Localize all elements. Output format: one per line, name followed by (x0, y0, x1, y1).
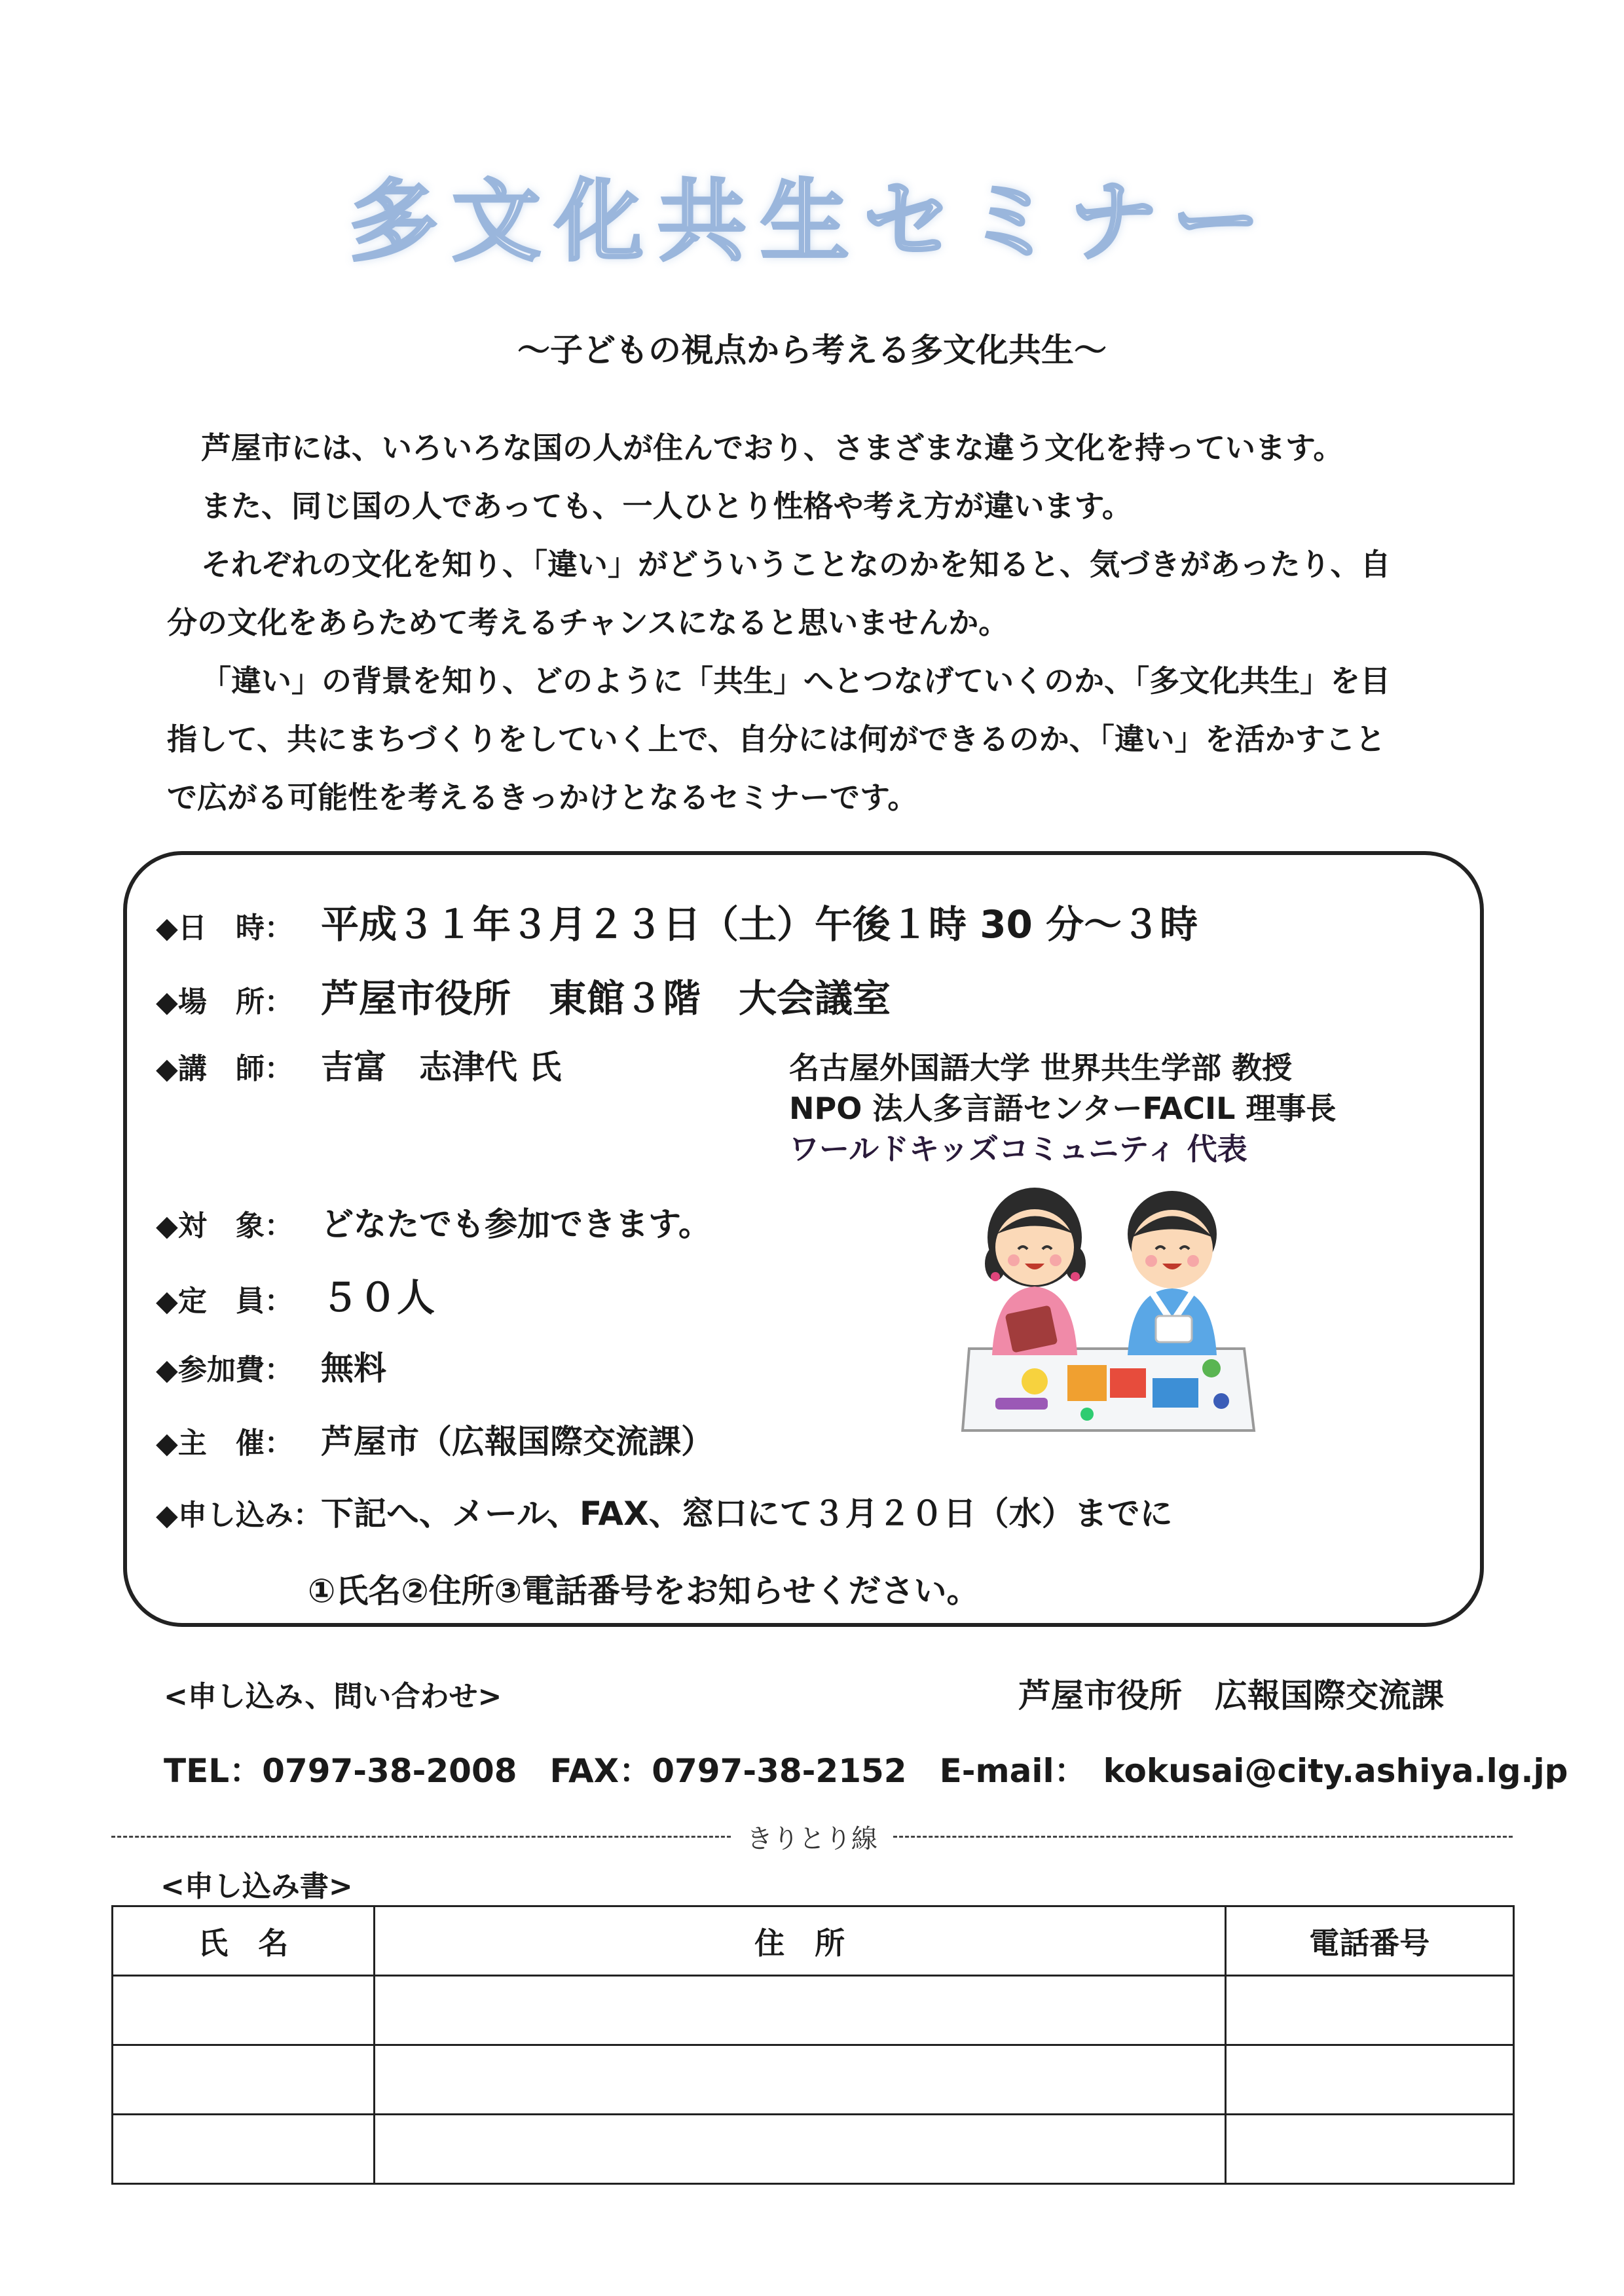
detail-value: 下記へ、メール、FAX、窓口にて３月２０日（水）までに (321, 1495, 1173, 1533)
detail-apply-line2 (308, 1565, 980, 1612)
contact-heading: <申し込み、問い合わせ> (164, 1680, 502, 1713)
affiliation-line: 名古屋外国語大学 世界共生学部 教授 (789, 1050, 1293, 1085)
detail-value: どなたでも参加できます。 (321, 1205, 711, 1243)
detail-label: ◆主 催： (156, 1427, 293, 1460)
detail-speaker (156, 1041, 561, 1088)
cut-line (111, 1820, 1513, 1853)
form-title: <申し込み書> (160, 1870, 353, 1903)
cut-line-dash (111, 1836, 731, 1838)
column-header-phone: 電話番号 (1225, 1906, 1513, 1976)
address-cell[interactable] (374, 1976, 1225, 2045)
detail-label: ◆日 時： (156, 911, 293, 945)
detail-label: ◆参加費： (156, 1353, 293, 1387)
subtitle: ～子どもの視点から考える多文化共生～ (517, 331, 1107, 369)
affiliation-line: ワールドキッズコミュニティ 代表 (789, 1131, 1247, 1167)
table-row (113, 1976, 1514, 2045)
detail-value: 芦屋市役所 東館３階 大会議室 (321, 976, 891, 1021)
detail-value: 吉富 志津代 氏 (321, 1048, 562, 1086)
address-cell[interactable] (374, 2045, 1225, 2115)
phone-cell[interactable] (1225, 1976, 1513, 2045)
intro-line: 「違い」の背景を知り、どのように「共生」へとつなげていくのか、「多文化共生」を目 (201, 663, 1391, 699)
detail-label: ◆対 象： (156, 1209, 293, 1243)
phone-cell[interactable] (1225, 2115, 1513, 2184)
phone-cell[interactable] (1225, 2045, 1513, 2115)
contact-numbers: TEL：0797-38-2008 FAX：0797-38-2152 E-mail： kokusai@city.ashiya.lg.jp (164, 1752, 1568, 1790)
column-header-name: 氏 名 (113, 1906, 375, 1976)
detail-value: 芦屋市（広報国際交流課） (321, 1423, 714, 1461)
name-cell[interactable] (113, 2115, 375, 2184)
application-form-table (111, 1905, 1515, 2185)
detail-value: ５０人 (321, 1275, 435, 1320)
detail-label: ◆講 師： (156, 1052, 293, 1085)
detail-label: ◆場 所： (156, 985, 293, 1019)
speaker-affiliations (789, 1048, 1336, 1169)
affiliation-line: NPO 法人多言語センターFACIL 理事長 (789, 1091, 1337, 1126)
name-cell[interactable] (113, 2045, 375, 2115)
detail-apply (156, 1487, 1173, 1535)
intro-line: 分の文化をあらためて考えるチャンスになると思いませんか。 (167, 605, 1009, 640)
detail-label: ◆申し込み： (156, 1499, 322, 1532)
detail-value: 平成３１年３月２３日（土）午後１時 30 分～３時 (321, 902, 1198, 947)
kids-illustration (956, 1172, 1264, 1453)
intro-line: それぞれの文化を知り、「違い」がどういうことなのかを知ると、気づきがあったり、自 (201, 547, 1391, 582)
intro-line: 指して、共にまちづくりをしていく上で、自分には何ができるのか、「違い」を活かすこと (167, 721, 1386, 757)
cut-line-dash (893, 1836, 1513, 1838)
detail-capacity (156, 1267, 435, 1322)
table-row (113, 2115, 1514, 2184)
cut-line-label: きりとり線 (747, 1823, 877, 1854)
intro-line: で広がる可能性を考えるきっかけとなるセミナーです。 (167, 780, 918, 815)
detail-fee (156, 1342, 386, 1389)
contact-organization: 芦屋市役所 広報国際交流課 (1018, 1677, 1444, 1715)
detail-organizer (156, 1415, 714, 1463)
page-title: 多文化共生セミナー (349, 170, 1275, 273)
detail-value: ①氏名②住所③電話番号をお知らせください。 (308, 1572, 980, 1610)
column-header-address: 住 所 (374, 1906, 1225, 1976)
detail-target (156, 1198, 711, 1245)
detail-datetime (156, 894, 1198, 949)
address-cell[interactable] (374, 2115, 1225, 2184)
intro-line: 芦屋市には、いろいろな国の人が住んでおり、さまざまな違う文化を持っています。 (201, 430, 1344, 465)
table-header-row (113, 1906, 1514, 1976)
detail-label: ◆定 員： (156, 1285, 293, 1318)
intro-text (167, 419, 1450, 827)
name-cell[interactable] (113, 1976, 375, 2045)
detail-place (156, 968, 891, 1023)
table-row (113, 2045, 1514, 2115)
detail-value: 無料 (321, 1349, 386, 1387)
intro-line: また、同じ国の人であっても、一人ひとり性格や考え方が違います。 (201, 488, 1132, 524)
